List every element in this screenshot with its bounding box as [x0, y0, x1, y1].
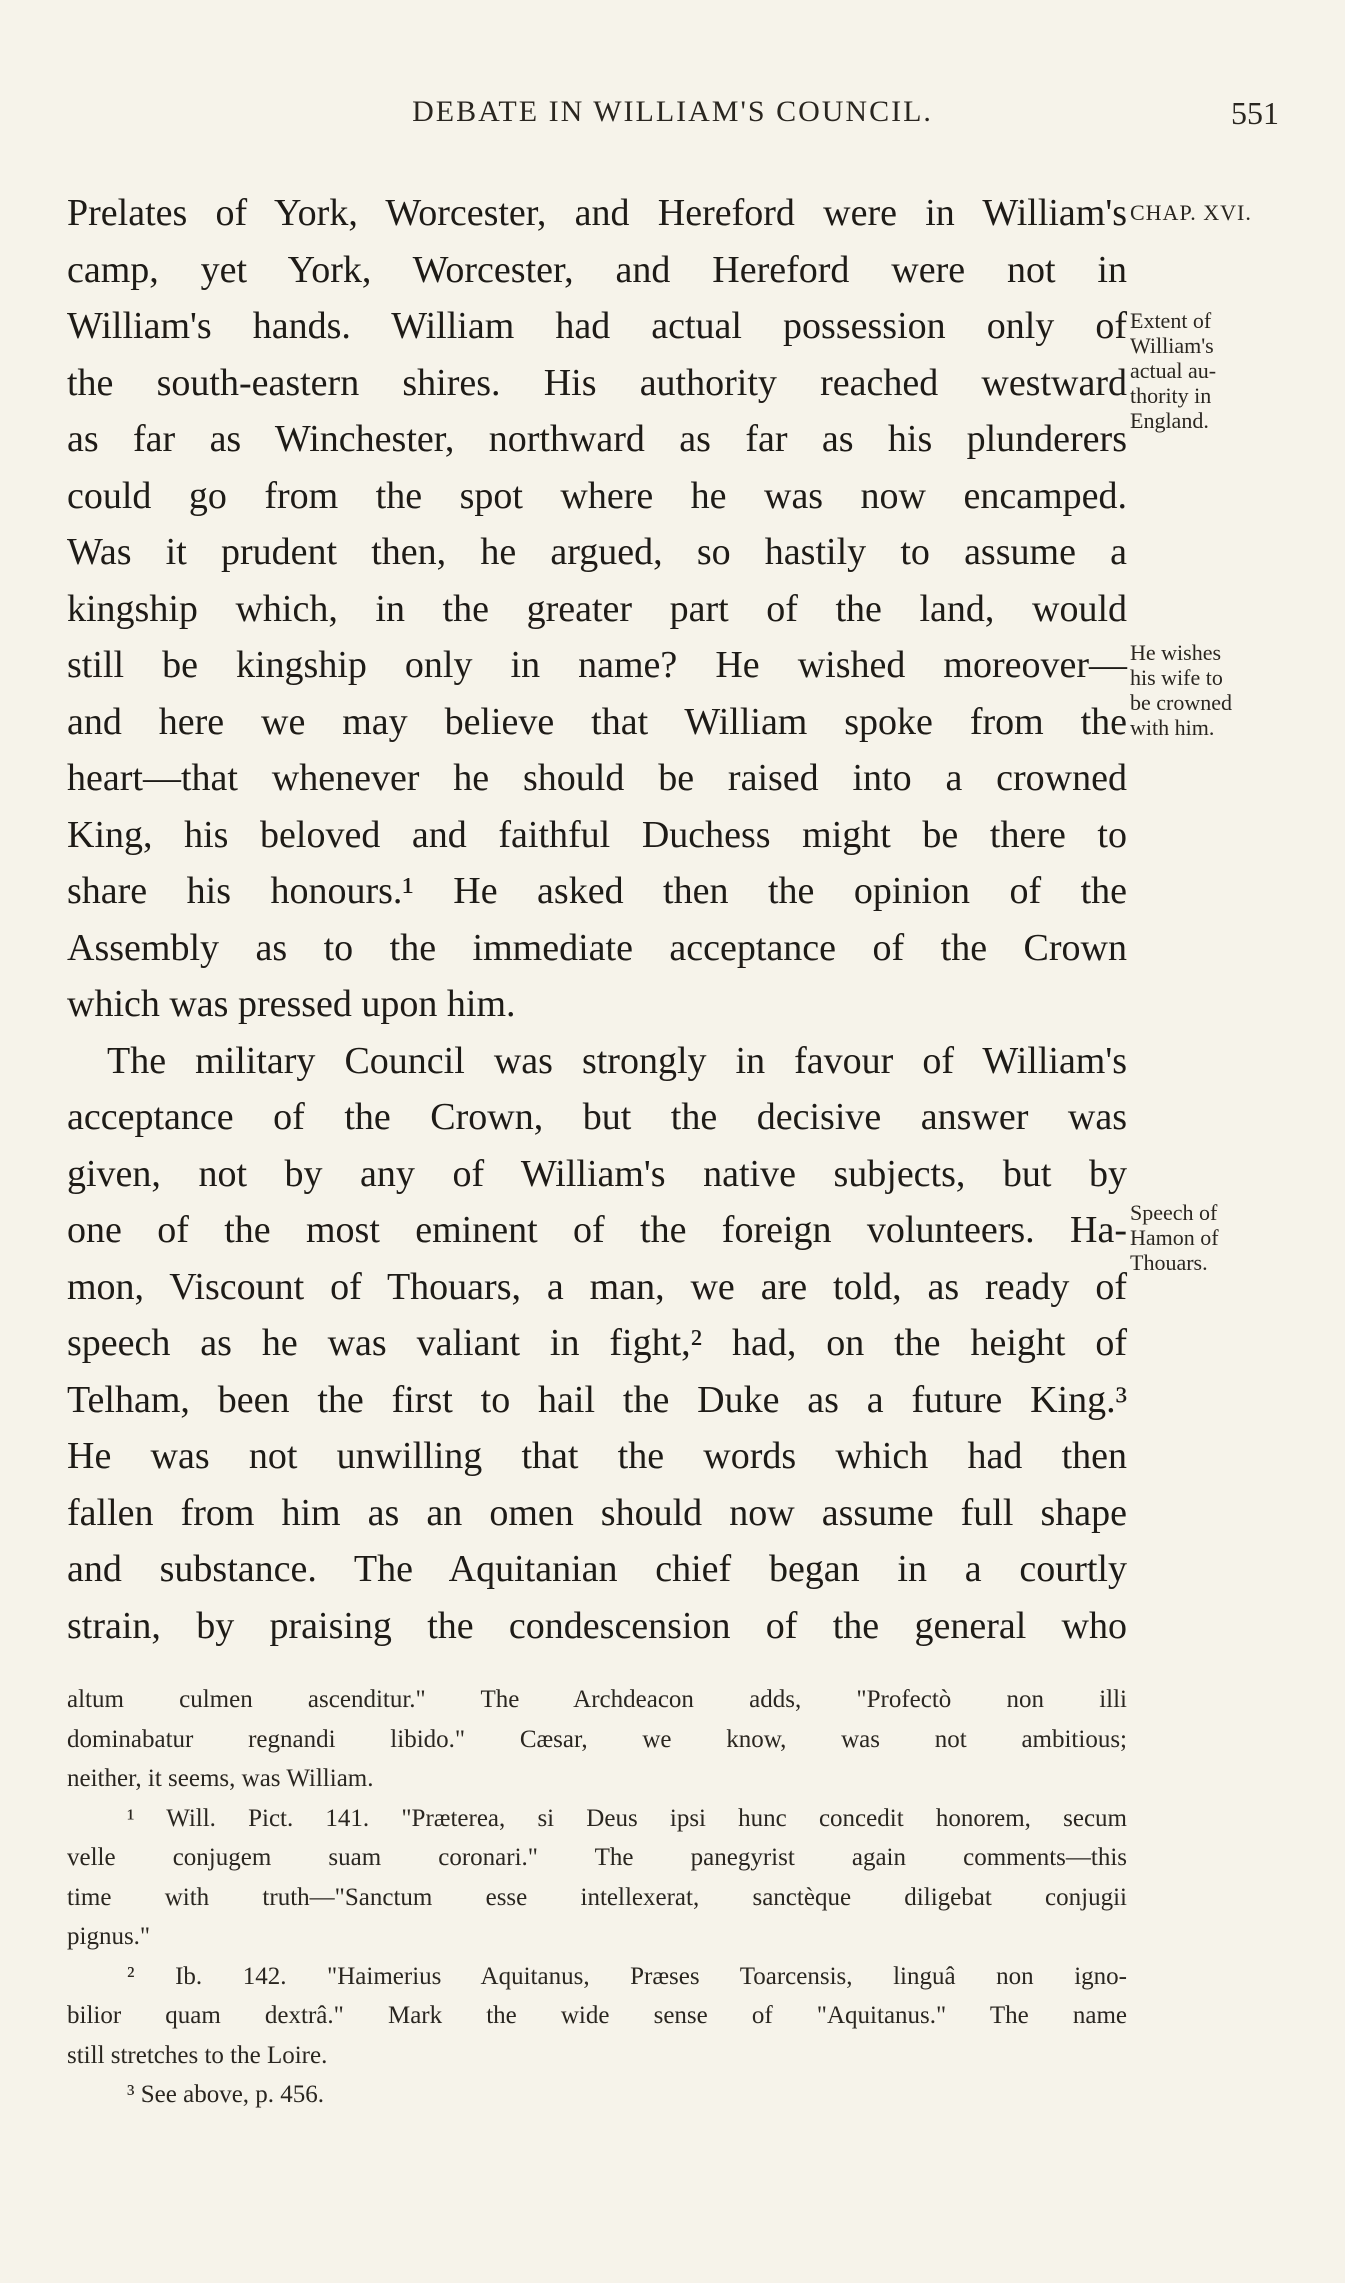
sidenote-line: thority in	[1130, 383, 1212, 408]
footnote-line: dominabatur regnandi libido." Cæsar, we know, was not ambitious;	[67, 1725, 1127, 1753]
sidenote-line: Hamon of	[1130, 1225, 1219, 1250]
footnote-line: pignus."	[67, 1923, 151, 1950]
text-line: Was it prudent then, he argued, so hastily to assume a	[67, 531, 1127, 573]
text-line: Assembly as to the immediate acceptance of the Crown	[67, 926, 1127, 969]
sidenote-speech	[1130, 1200, 1310, 1275]
footnote-line: altum culmen ascenditur." The Archdeacon adds, "Profectò non illi	[67, 1686, 1127, 1713]
sidenote-line: Speech of	[1130, 1200, 1218, 1225]
footnote-line: ¹ Will. Pict. 141. "Præterea, si Deus ipsi hunc concedit honorem, secum	[127, 1804, 1127, 1832]
text-line: camp, yet York, Worcester, and Hereford were not in	[67, 248, 1127, 291]
text-line: speech as he was valiant in fight,² had, on the height of	[67, 1322, 1127, 1364]
footnotes-block	[67, 1680, 1127, 2115]
sidenote-wishes	[1130, 640, 1310, 740]
text-line: one of the most eminent of the foreign volunteers. Ha-	[67, 1209, 1127, 1251]
text-line: heart—that whenever he should be raised into a crowned	[67, 757, 1127, 799]
main-text-block	[67, 185, 1127, 1654]
text-line: still be kingship only in name? He wished moreover—	[67, 644, 1127, 686]
text-line: given, not by any of William's native subjects, but by	[67, 1152, 1127, 1195]
sidenote-line: Extent of	[1130, 308, 1212, 333]
text-line: strain, by praising the condescension of the general who	[67, 1604, 1127, 1647]
text-line: the south-eastern shires. His authority reached westward	[67, 361, 1127, 404]
sidenote-chapter	[1130, 200, 1310, 225]
text-line: mon, Viscount of Thouars, a man, we are told, as ready of	[67, 1265, 1127, 1308]
text-line: and substance. The Aquitanian chief began in a courtly	[67, 1548, 1127, 1590]
sidenote-line: his wife to	[1130, 665, 1223, 690]
text-line: Telham, been the first to hail the Duke as a future King.³	[67, 1378, 1127, 1421]
text-line: Prelates of York, Worcester, and Hereford were in William's	[67, 192, 1127, 234]
sidenote-line: He wishes	[1130, 640, 1222, 665]
text-line: and here we may believe that William spoke from the	[67, 700, 1127, 743]
text-line: The military Council was strongly in favour of William's	[107, 1039, 1127, 1082]
sidenote-line: Thouars.	[1130, 1250, 1208, 1275]
text-line: King, his beloved and faithful Duchess might be there to	[67, 813, 1127, 856]
sidenote-line: with him.	[1130, 715, 1215, 740]
footnote-line: still stretches to the Loire.	[67, 2041, 328, 2069]
footnote-line: ³ See above, p. 456.	[127, 2081, 325, 2108]
sidenote-line: William's	[1130, 333, 1214, 358]
sidenote-extent	[1130, 308, 1310, 433]
footnote-line: bilior quam dextrâ." Mark the wide sense of "Aquitanus." The name	[67, 2002, 1127, 2029]
text-line: as far as Winchester, northward as far as his plunderers	[67, 418, 1127, 460]
text-line: He was not unwilling that the words which had then	[67, 1435, 1127, 1477]
sidenote-line: CHAP. XVI.	[1130, 200, 1252, 225]
text-line: could go from the spot where he was now encamped.	[67, 474, 1127, 517]
footnote-line: neither, it seems, was William.	[67, 1765, 374, 1792]
footnote-line: velle conjugem suam coronari." The panegyrist again comments—this	[67, 1844, 1127, 1871]
text-line: which was pressed upon him.	[67, 983, 516, 1025]
footnote-line: time with truth—"Sanctum esse intellexerat, sanctèque diligebat conjugii	[67, 1883, 1127, 1911]
text-line: share his honours.¹ He asked then the opinion of the	[67, 870, 1127, 912]
footnote-line: ² Ib. 142. "Haimerius Aquitanus, Præses Toarcensis, linguâ non igno-	[127, 1962, 1127, 1990]
sidenote-line: actual au-	[1130, 358, 1217, 383]
text-line: acceptance of the Crown, but the decisive answer was	[67, 1096, 1127, 1138]
text-line: William's hands. William had actual possession only of	[67, 305, 1127, 347]
page-number: 551	[1231, 95, 1279, 131]
sidenote-line: be crowned	[1130, 690, 1233, 715]
text-line: kingship which, in the greater part of the land, would	[67, 587, 1127, 630]
text-line: fallen from him as an omen should now assume full shape	[67, 1491, 1127, 1534]
sidenote-line: England.	[1130, 408, 1209, 433]
page-header-title: DEBATE IN WILLIAM'S COUNCIL.	[412, 95, 933, 128]
